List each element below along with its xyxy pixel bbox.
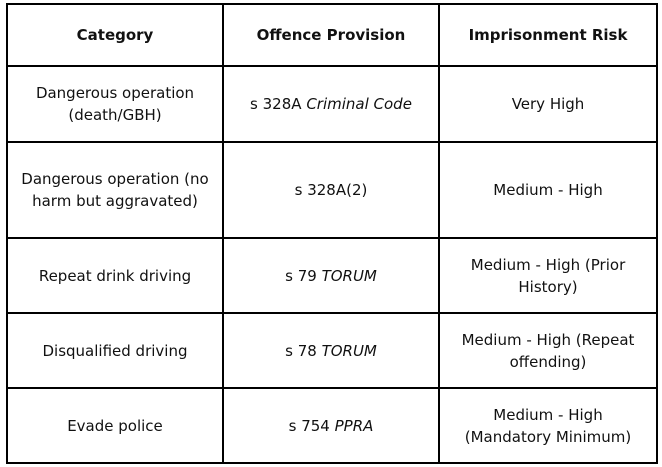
category-cell: Evade police — [7, 388, 223, 463]
risk-cell: Medium - High (Prior History) — [439, 238, 657, 313]
provision-cell — [223, 142, 439, 238]
provision-section: s 79 — [285, 266, 317, 285]
provision-section: s 754 — [288, 416, 330, 435]
offence-table — [6, 3, 658, 464]
provision-cell — [223, 388, 439, 463]
category-cell: Dangerous operation (no harm but aggravated) — [7, 142, 223, 238]
table-row — [7, 313, 657, 388]
table-row — [7, 388, 657, 463]
provision-cell — [223, 238, 439, 313]
header-offence-provision: Offence Provision — [223, 4, 439, 66]
risk-cell: Medium - High (Mandatory Minimum) — [439, 388, 657, 463]
table-row — [7, 142, 657, 238]
category-cell: Repeat drink driving — [7, 238, 223, 313]
table-row — [7, 238, 657, 313]
provision-act: TORUM — [321, 341, 377, 360]
header-category: Category — [7, 4, 223, 66]
provision-act: PPRA — [334, 416, 374, 435]
provision-cell — [223, 66, 439, 142]
risk-cell: Very High — [439, 66, 657, 142]
provision-cell — [223, 313, 439, 388]
provision-act: Criminal Code — [306, 95, 412, 113]
category-cell: Dangerous operation (death/GBH) — [7, 66, 223, 142]
risk-cell: Medium - High — [439, 142, 657, 238]
provision-act: TORUM — [321, 266, 377, 285]
header-imprisonment-risk: Imprisonment Risk — [439, 4, 657, 66]
table-header-row — [7, 4, 657, 66]
category-cell: Disqualified driving — [7, 313, 223, 388]
risk-cell: Medium - High (Repeat offending) — [439, 313, 657, 388]
provision-section: s 328A(2) — [294, 181, 368, 199]
provision-section: s 78 — [285, 341, 317, 360]
table-row — [7, 66, 657, 142]
provision-section: s 328A — [250, 95, 302, 113]
